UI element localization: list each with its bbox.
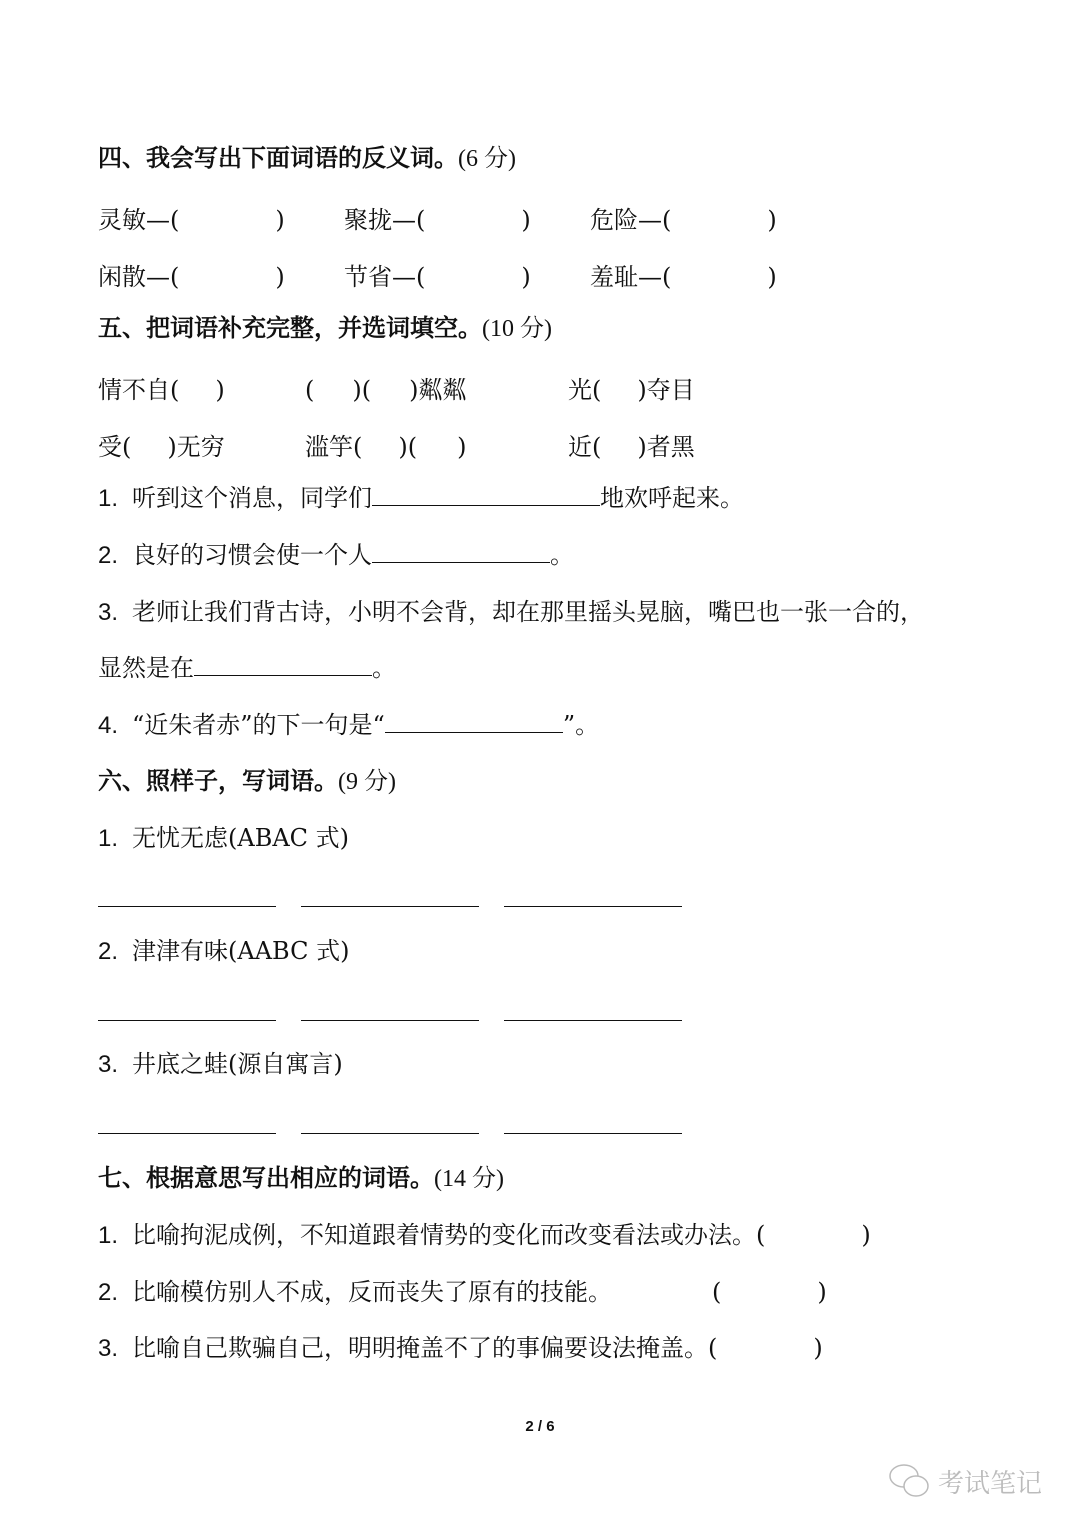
- example-item: 3. 井底之蛙(源自寓言): [98, 1050, 343, 1078]
- question: 4. “近朱者赤”的下一句是“ ”。: [98, 711, 600, 739]
- answer-line[interactable]: [98, 1133, 276, 1134]
- question: 1. 比喻拘泥成例，不知道跟着情势的变化而改变看法或办法。( ): [98, 1221, 871, 1249]
- wechat-icon: [888, 1462, 932, 1500]
- question: 3. 老师让我们背古诗，小明不会背，却在那里摇头晃脑，嘴巴也一张一合的，: [98, 598, 925, 626]
- answer-line[interactable]: [504, 1020, 682, 1021]
- answer-blank[interactable]: [372, 540, 550, 563]
- idiom-fill: ( )( )粼粼: [305, 376, 467, 404]
- antonym-item: 灵敏—( ): [98, 206, 285, 234]
- antonym-item: 节省—( ): [344, 263, 531, 291]
- question: 2. 良好的习惯会使一个人 。: [98, 541, 575, 569]
- example-item: 1. 无忧无虑(ABAC 式): [98, 824, 350, 852]
- answer-blank[interactable]: [385, 710, 563, 733]
- answer-line[interactable]: [301, 1133, 479, 1134]
- antonym-item: 聚拢—( ): [344, 206, 531, 234]
- question: 2. 比喻模仿别人不成，反而丧失了原有的技能。 ( ): [98, 1278, 827, 1306]
- watermark: 考试笔记: [888, 1462, 1042, 1500]
- answer-blank[interactable]: [372, 483, 600, 506]
- answer-line[interactable]: [98, 1020, 276, 1021]
- answer-line[interactable]: [301, 1020, 479, 1021]
- section-4-heading: [98, 143, 516, 174]
- idiom-fill: 滥竽( )( ): [305, 433, 467, 461]
- question-cont: 显然是在 。: [98, 654, 396, 682]
- section-6-heading: 六、照样子，写词语。(9 分): [98, 767, 396, 795]
- page-number: 2 / 6: [525, 1418, 555, 1435]
- antonym-item: 羞耻—( ): [590, 263, 777, 291]
- section-5-heading: 五、把词语补充完整，并选词填空。(10 分): [98, 314, 552, 342]
- answer-line[interactable]: [301, 906, 479, 907]
- answer-blank[interactable]: [194, 653, 372, 676]
- question: 1. 听到这个消息，同学们 地欢呼起来。: [98, 484, 745, 512]
- idiom-fill: 情不自( ): [98, 376, 225, 404]
- example-item: 2. 津津有味(AABC 式): [98, 937, 350, 965]
- points: (6 分): [458, 146, 516, 172]
- antonym-item: 危险—( ): [590, 206, 777, 234]
- idiom-fill: 近( )者黑: [568, 433, 695, 461]
- section-7-heading: 七、根据意思写出相应的词语。(14 分): [98, 1164, 504, 1192]
- answer-line[interactable]: [504, 1133, 682, 1134]
- idiom-fill: 光( )夺目: [568, 376, 695, 404]
- antonym-item: 闲散—( ): [98, 263, 285, 291]
- idiom-fill: 受( )无穷: [98, 433, 225, 461]
- answer-line[interactable]: [504, 906, 682, 907]
- heading-text: 四、我会写出下面词语的反义词。: [98, 144, 458, 172]
- question: 3. 比喻自己欺骗自己，明明掩盖不了的事偏要设法掩盖。( ): [98, 1334, 823, 1362]
- answer-line[interactable]: [98, 906, 276, 907]
